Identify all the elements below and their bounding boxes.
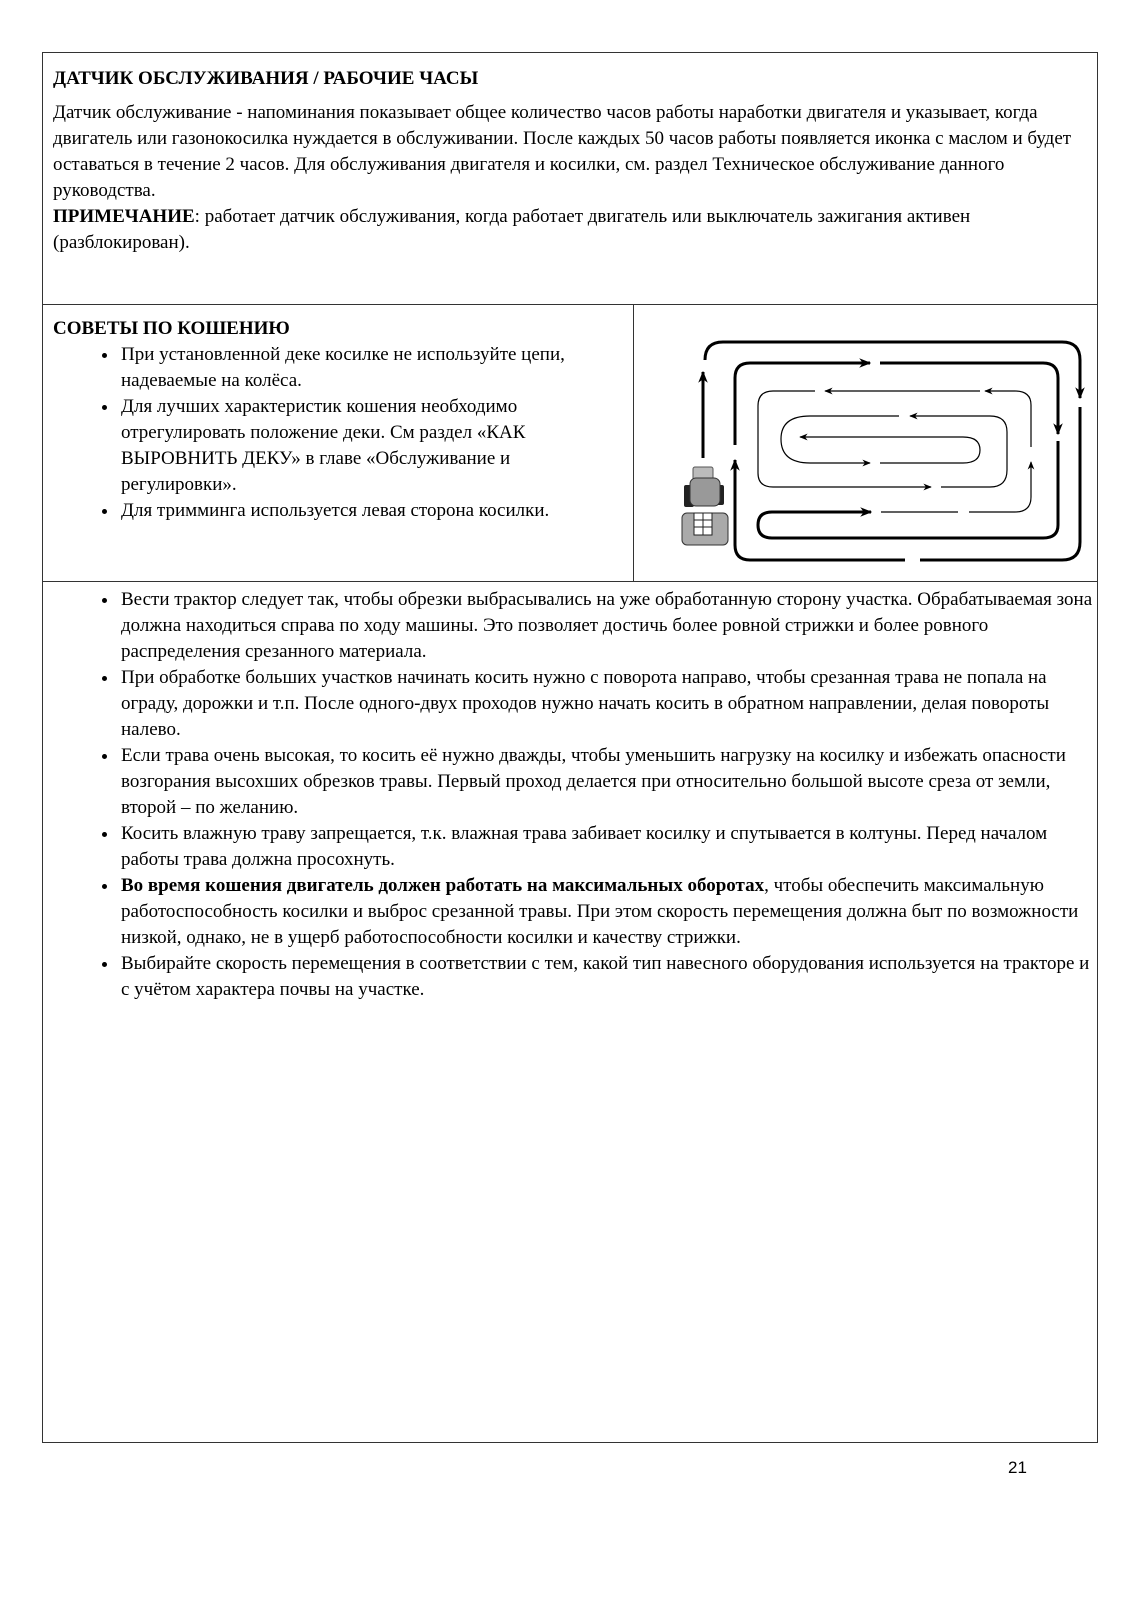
item-text: , чтобы обеспечить максимальную работоспособность косилки и выброс срезанной травы. При этом скорость перемещения должна быт по возможности низкой, однако, не в ущерб работоспособности косилки и качеству стрижки. bbox=[121, 875, 1079, 948]
maintenance-sensor-section bbox=[53, 66, 1093, 256]
list-item: • Вести трактор следует так, чтобы обрезки выбрасывались на уже обработанную сторону участка. Обрабатываемая зона должна находиться справа по ходу машины. Это позволяет достичь более ровной стрижки и более ровного распределения срезанного материала. bbox=[119, 587, 1093, 665]
section-body: Датчик обслуживание - напоминания показывает общее количество часов работы наработки двигателя и указывает, когда двигатель или газонокосилка нуждается в обслуживании. После каждых 50 часов работы появляется иконка с маслом и будет оставаться в течение 2 часов. Для обслуживания двигателя и косилки, см. раздел Техническое обслуживание данного руководства. bbox=[53, 102, 1072, 201]
list-item: • При обработке больших участков начинать косить нужно с поворота направо, чтобы срезанная трава не попала на ограду, дорожки и т.п. После одного-двух проходов нужно начать косить в обратном направлении, делая повороты налево. bbox=[119, 665, 1093, 743]
note bbox=[53, 204, 1093, 256]
list-item: • Выбирайте скорость перемещения в соответствии с тем, какой тип навесного оборудования используется на тракторе и с учётом характера почвы на участке. bbox=[119, 951, 1093, 1003]
divider bbox=[42, 304, 1098, 305]
section-title: СОВЕТЫ ПО КОШЕНИЮ bbox=[53, 318, 290, 339]
list-item: • Для лучших характеристик кошения необходимо отрегулировать положение деки. См раздел «КАК ВЫРОВНИТЬ ДЕКУ» в главе «Обслуживание и регулировки». bbox=[119, 394, 603, 498]
note-text: : работает датчик обслуживания, когда работает двигатель или выключатель зажигания активен (разблокирован). bbox=[53, 206, 971, 253]
page-number: 21 bbox=[1008, 1458, 1027, 1477]
list-item: • Косить влажную траву запрещается, т.к. влажная трава забивает косилку и спутывается в колтуны. Перед началом работы трава должна просохнуть. bbox=[119, 821, 1093, 873]
bold-text: Во время кошения двигатель должен работать на максимальных оборотах bbox=[121, 875, 765, 896]
note-label: ПРИМЕЧАНИЕ bbox=[53, 206, 195, 227]
mowing-guidelines-section bbox=[53, 587, 1093, 1003]
mowing-tips-section bbox=[53, 316, 603, 524]
tractor-icon bbox=[682, 467, 728, 545]
list-item: • При установленной деке косилке не используйте цепи, надеваемые на колёса. bbox=[119, 342, 603, 394]
list-item: • Для тримминга используется левая сторона косилки. bbox=[119, 498, 603, 524]
inner-paths bbox=[758, 391, 1031, 512]
outer-paths bbox=[703, 342, 1080, 560]
divider bbox=[42, 581, 1098, 582]
list-item: • Если трава очень высокая, то косить её нужно дважды, чтобы уменьшить нагрузку на косилку и избежать опасности возгорания высохших обрезков травы. Первый проход делается при относительно большой высоте среза от земли, второй – по желанию. bbox=[119, 743, 1093, 821]
divider bbox=[633, 304, 634, 582]
mowing-pattern-diagram bbox=[640, 310, 1100, 570]
list-item bbox=[119, 873, 1093, 951]
section-title: ДАТЧИК ОБСЛУЖИВАНИЯ / РАБОЧИЕ ЧАСЫ bbox=[53, 68, 479, 89]
